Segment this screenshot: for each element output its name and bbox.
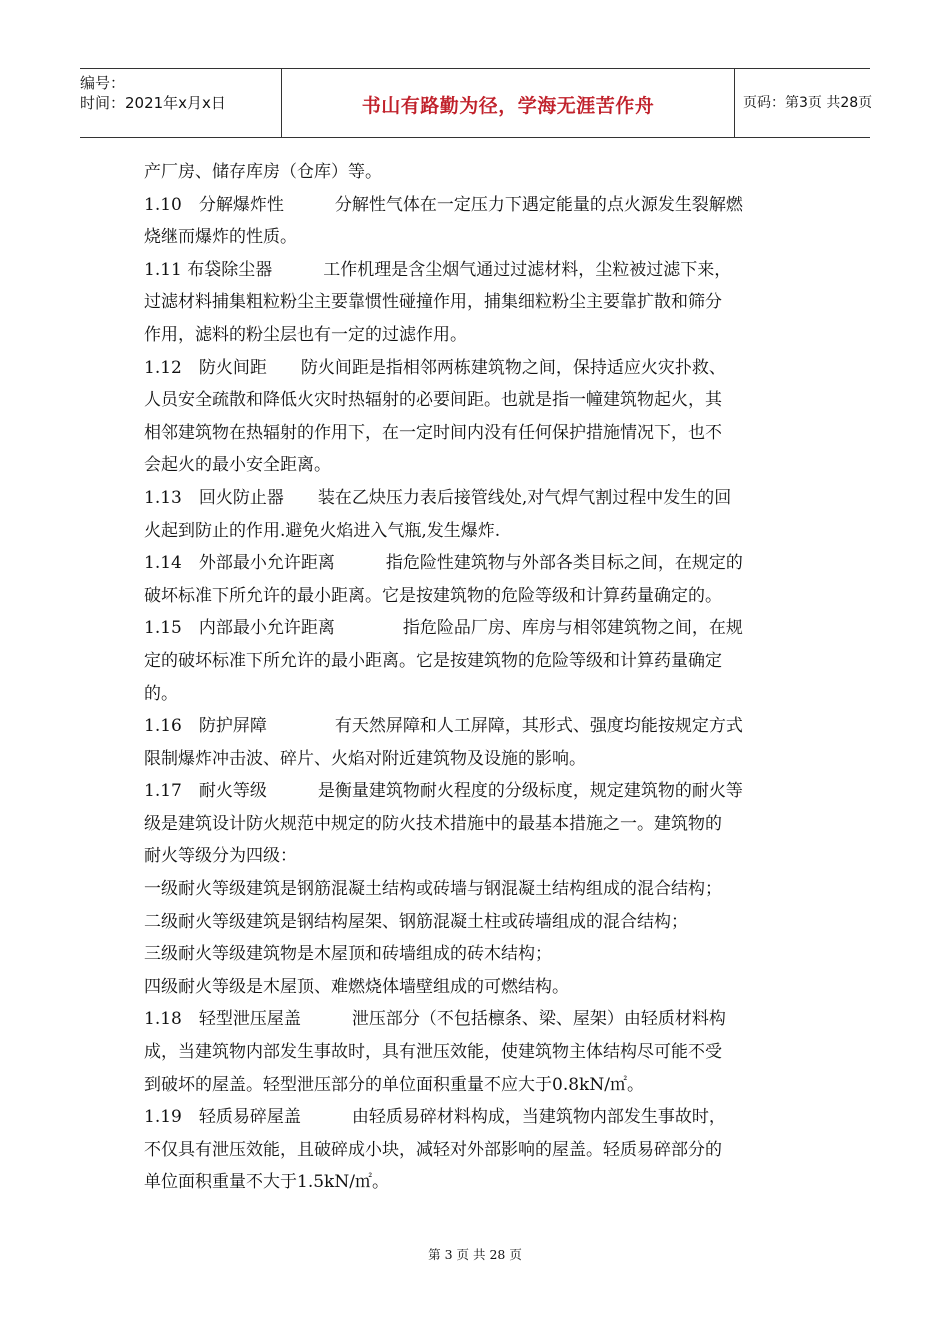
page-footer: 第 3 页 共 28 页 [428, 1247, 522, 1262]
body-line: 不仅具有泄压效能，且破碎成小块，减轻对外部影响的屋盖。轻质易碎部分的 [144, 1139, 722, 1160]
body-line: 1.16 防护屏障 有天然屏障和人工屏障，其形式、强度均能按规定方式 [144, 716, 743, 737]
body-line: 1.17 耐火等级 是衡量建筑物耐火程度的分级标度，规定建筑物的耐火等 [144, 781, 743, 802]
body-line: 作用，滤料的粉尘层也有一定的过滤作用。 [144, 324, 467, 345]
body-line: 成，当建筑物内部发生事故时，具有泄压效能，使建筑物主体结构尽可能不受 [144, 1042, 722, 1063]
header-meta [80, 69, 281, 137]
code-label: 编号： [80, 74, 126, 92]
body-line: 级是建筑设计防火规范中规定的防火技术措施中的最基本措施之一。建筑物的 [144, 813, 722, 834]
body-line: 火起到防止的作用.避免火焰进入气瓶,发生爆炸. [144, 520, 501, 541]
body-line: 产厂房、储存库房（仓库）等。 [144, 162, 382, 182]
body-line: 1.12 防火间距 防火间距是指相邻两栋建筑物之间，保持适应火灾扑救、 [144, 357, 726, 378]
body-line: 定的破坏标准下所允许的最小距离。它是按建筑物的危险等级和计算药量确定 [144, 650, 722, 671]
body-line: 四级耐火等级是木屋顶、难燃烧体墙壁组成的可燃结构。 [144, 976, 569, 997]
body-line: 1.18 轻型泄压屋盖 泄压部分（不包括檩条、梁、屋架）由轻质材料构 [144, 1009, 726, 1030]
body-line: 1.15 内部最小允许距离 指危险品厂房、库房与相邻建筑物之间，在规 [144, 618, 743, 639]
date-line: 时间：2021年x月x日 [80, 94, 226, 112]
body-line: 耐火等级分为四级： [144, 846, 297, 867]
body-line: 到破坏的屋盖。轻型泄压部分的单位面积重量不应大于0.8kN/㎡。 [144, 1074, 644, 1095]
body-line: 一级耐火等级建筑是钢筋混凝土结构或砖墙与钢混凝土结构组成的混合结构； [144, 879, 722, 900]
body-line: 烧继而爆炸的性质。 [144, 227, 297, 248]
header-motto-cell [281, 69, 735, 137]
body-line: 会起火的最小安全距离。 [144, 455, 331, 476]
body-line: 1.13 回火防止器 装在乙炔压力表后接管线处,对气焊气割过程中发生的回 [144, 487, 732, 508]
header-page-info: 页码：第3页 共28页 [743, 95, 873, 111]
document-body [144, 156, 809, 1199]
body-line: 二级耐火等级建筑是钢结构屋架、钢筋混凝土柱或砖墙组成的混合结构； [144, 911, 688, 932]
body-line: 单位面积重量不大于1.5kN/㎡。 [144, 1172, 389, 1193]
body-line: 1.11 布袋除尘器 工作机理是含尘烟气通过过滤材料，尘粒被过滤下来， [144, 259, 732, 280]
body-line: 人员安全疏散和降低火灾时热辐射的必要间距。也就是指一幢建筑物起火，其 [144, 390, 722, 411]
body-line: 1.19 轻质易碎屋盖 由轻质易碎材料构成，当建筑物内部发生事故时， [144, 1107, 726, 1128]
body-line: 1.14 外部最小允许距离 指危险性建筑物与外部各类目标之间，在规定的 [144, 553, 743, 574]
body-line: 相邻建筑物在热辐射的作用下，在一定时间内没有任何保护措施情况下，也不 [144, 422, 722, 443]
motto-text: 书山有路勤为径，学海无涯苦作舟 [361, 95, 655, 117]
body-line: 三级耐火等级建筑物是木屋顶和砖墙组成的砖木结构； [144, 944, 552, 965]
body-line: 的。 [144, 683, 178, 704]
body-line: 1.10 分解爆炸性 分解性气体在一定压力下遇定能量的点火源发生裂解燃 [144, 194, 743, 215]
body-line: 过滤材料捕集粗粒粉尘主要靠惯性碰撞作用，捕集细粒粉尘主要靠扩散和筛分 [144, 292, 722, 313]
body-line: 破坏标准下所允许的最小距离。它是按建筑物的危险等级和计算药量确定的。 [144, 585, 722, 606]
body-line: 限制爆炸冲击波、碎片、火焰对附近建筑物及设施的影响。 [144, 748, 586, 769]
page-header [80, 68, 873, 138]
